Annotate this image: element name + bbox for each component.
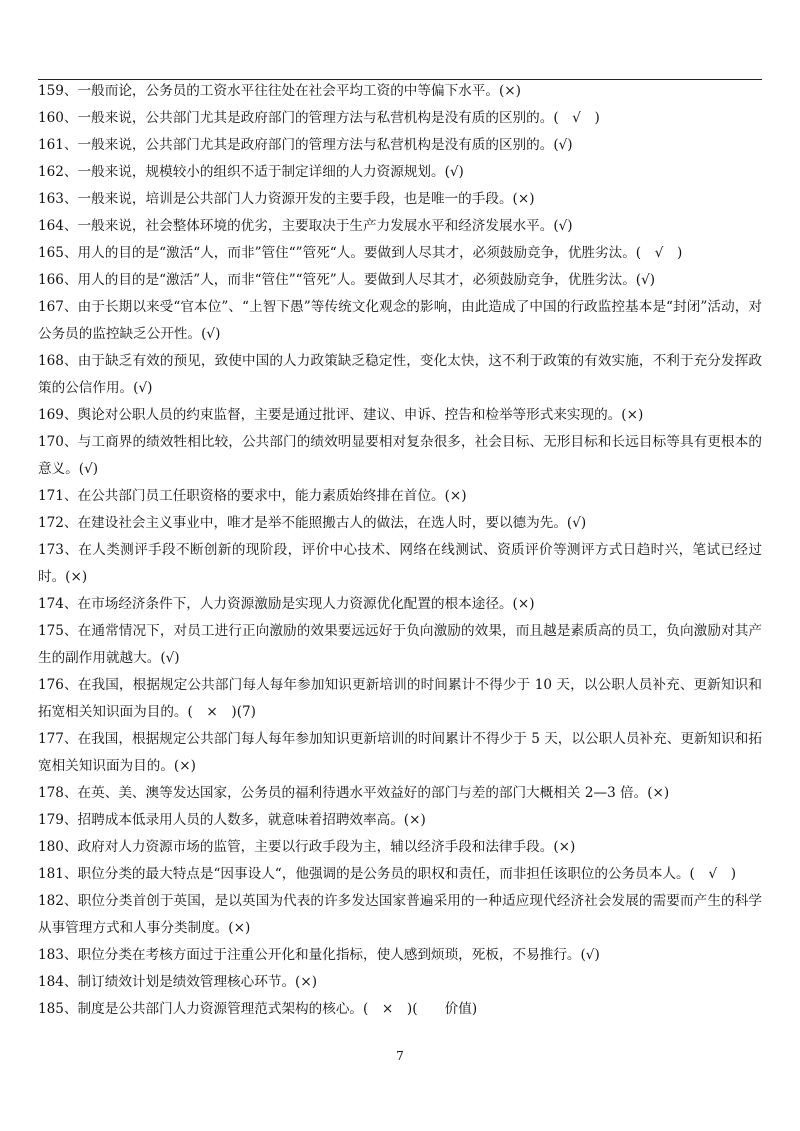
list-item: 170、与工商界的绩效牲相比较，公共部门的绩效明显要相对复杂很多，社会目标、无形目标和长远目标等具有更根本的意义。(√) — [38, 434, 762, 477]
list-item: 172、在建设社会主义事业中，唯才是举不能照搬古人的做法，在选人时，要以德为先。(√) — [38, 515, 587, 531]
question-list — [38, 78, 762, 1023]
list-item: 169、舆论对公职人员的约束监督，主要是通过批评、建议、申诉、控告和检举等形式来实现的。(×) — [38, 407, 644, 423]
list-item: 176、在我国，根据规定公共部门每人每年参加知识更新培训的时间累计不得少于 10 天，以公职人员补充、更新知识和拓宽相关知识面为目的。( × )(7) — [38, 677, 762, 720]
list-item: 174、在市场经济条件下，人力资源激励是实现人力资源优化配置的根本途径。(×) — [38, 596, 535, 612]
list-item: 163、一般来说，培训是公共部门人力资源开发的主要手段，也是唯一的手段。(×) — [38, 191, 535, 207]
page-number: 7 — [396, 1049, 404, 1063]
list-item: 160、一般来说，公共部门尤其是政府部门的管理方法与私营机构是没有质的区别的。( √ ) — [38, 110, 600, 126]
list-item: 164、一般来说，社会整体环境的优劣，主要取决于生产力发展水平和经济发展水平。(√) — [38, 218, 573, 234]
list-item: 165、用人的目的是“激活“人，而非”管住“”管死“人。要做到人尽其才，必须鼓励竞争，优胜劣汰。( √ ) — [38, 245, 683, 261]
list-item: 175、在通常情况下，对员工进行正向激励的效果要远远好于负向激励的效果，而且越是素质高的员工，负向激励对其产生的副作用就越大。(√) — [38, 623, 762, 666]
list-item: 181、职位分类的最大特点是“因事设人“，他强调的是公务员的职权和责任，而非担任该职位的公务员本人。( √ ) — [38, 866, 737, 882]
list-item: 161、一般来说，公共部门尤其是政府部门的管理方法与私营机构是没有质的区别的。(√) — [38, 137, 573, 153]
list-item: 182、职位分类首创于英国，是以英国为代表的许多发达国家普遍采用的一种适应现代经济社会发展的需要而产生的科学从事管理方式和人事分类制度。(×) — [38, 893, 762, 936]
list-item: 177、在我国，根据规定公共部门每人每年参加知识更新培训的时间累计不得少于 5 天，以公职人员补充、更新知识和拓宽相关知识面为目的。(×) — [38, 731, 762, 774]
list-item: 183、职位分类在考核方面过于注重公开化和量化指标，使人感到烦琐，死板，不易推行。(√) — [38, 947, 600, 963]
list-item: 171、在公共部门员工任职资格的要求中，能力素质始终排在首位。(×) — [38, 488, 467, 504]
list-item: 180、政府对人力资源市场的监管，主要以行政手段为主，辅以经济手段和法律手段。(×) — [38, 839, 576, 855]
list-item: 184、制订绩效计划是绩效管理核心环节。(×) — [38, 974, 318, 990]
list-item: 185、制度是公共部门人力资源管理范式架构的核心。( × )( 价值) — [38, 1001, 478, 1017]
list-item: 173、在人类测评手段不断创新的现阶段，评价中心技术、网络在线测试、资质评价等测评方式日趋时兴，笔试已经过时。(×) — [38, 542, 762, 585]
list-item: 166、用人的目的是“激活”人，而非“管住”“管死”人。要做到人尽其才，必须鼓励竞争，优胜劣汰。(√) — [38, 272, 656, 288]
list-item: 167、由于长期以来受“官本位”、“上智下愚”等传统文化观念的影响，由此造成了中国的行政监控基本是“封闭”活动，对公务员的监控缺乏公开性。(√) — [38, 299, 762, 342]
list-item: 179、招聘成本低录用人员的人数多，就意味着招聘效率高。(×) — [38, 812, 426, 828]
list-item: 159、一般而论，公务员的工资水平往往处在社会平均工资的中等偏下水平。(×) — [38, 83, 521, 99]
list-item: 162、一般来说，规模较小的组织不适于制定详细的人力资源规划。(√) — [38, 164, 464, 180]
list-item: 178、在英、美、澳等发达国家，公务员的福利待遇水平效益好的部门与差的部门大概相关 2—3 倍。(×) — [38, 785, 670, 801]
list-item: 168、由于缺乏有效的预见，致使中国的人力政策缺乏稳定性，变化太快，这不利于政策的有效实施，不利于充分发挥政策的公信作用。(√) — [38, 353, 762, 396]
